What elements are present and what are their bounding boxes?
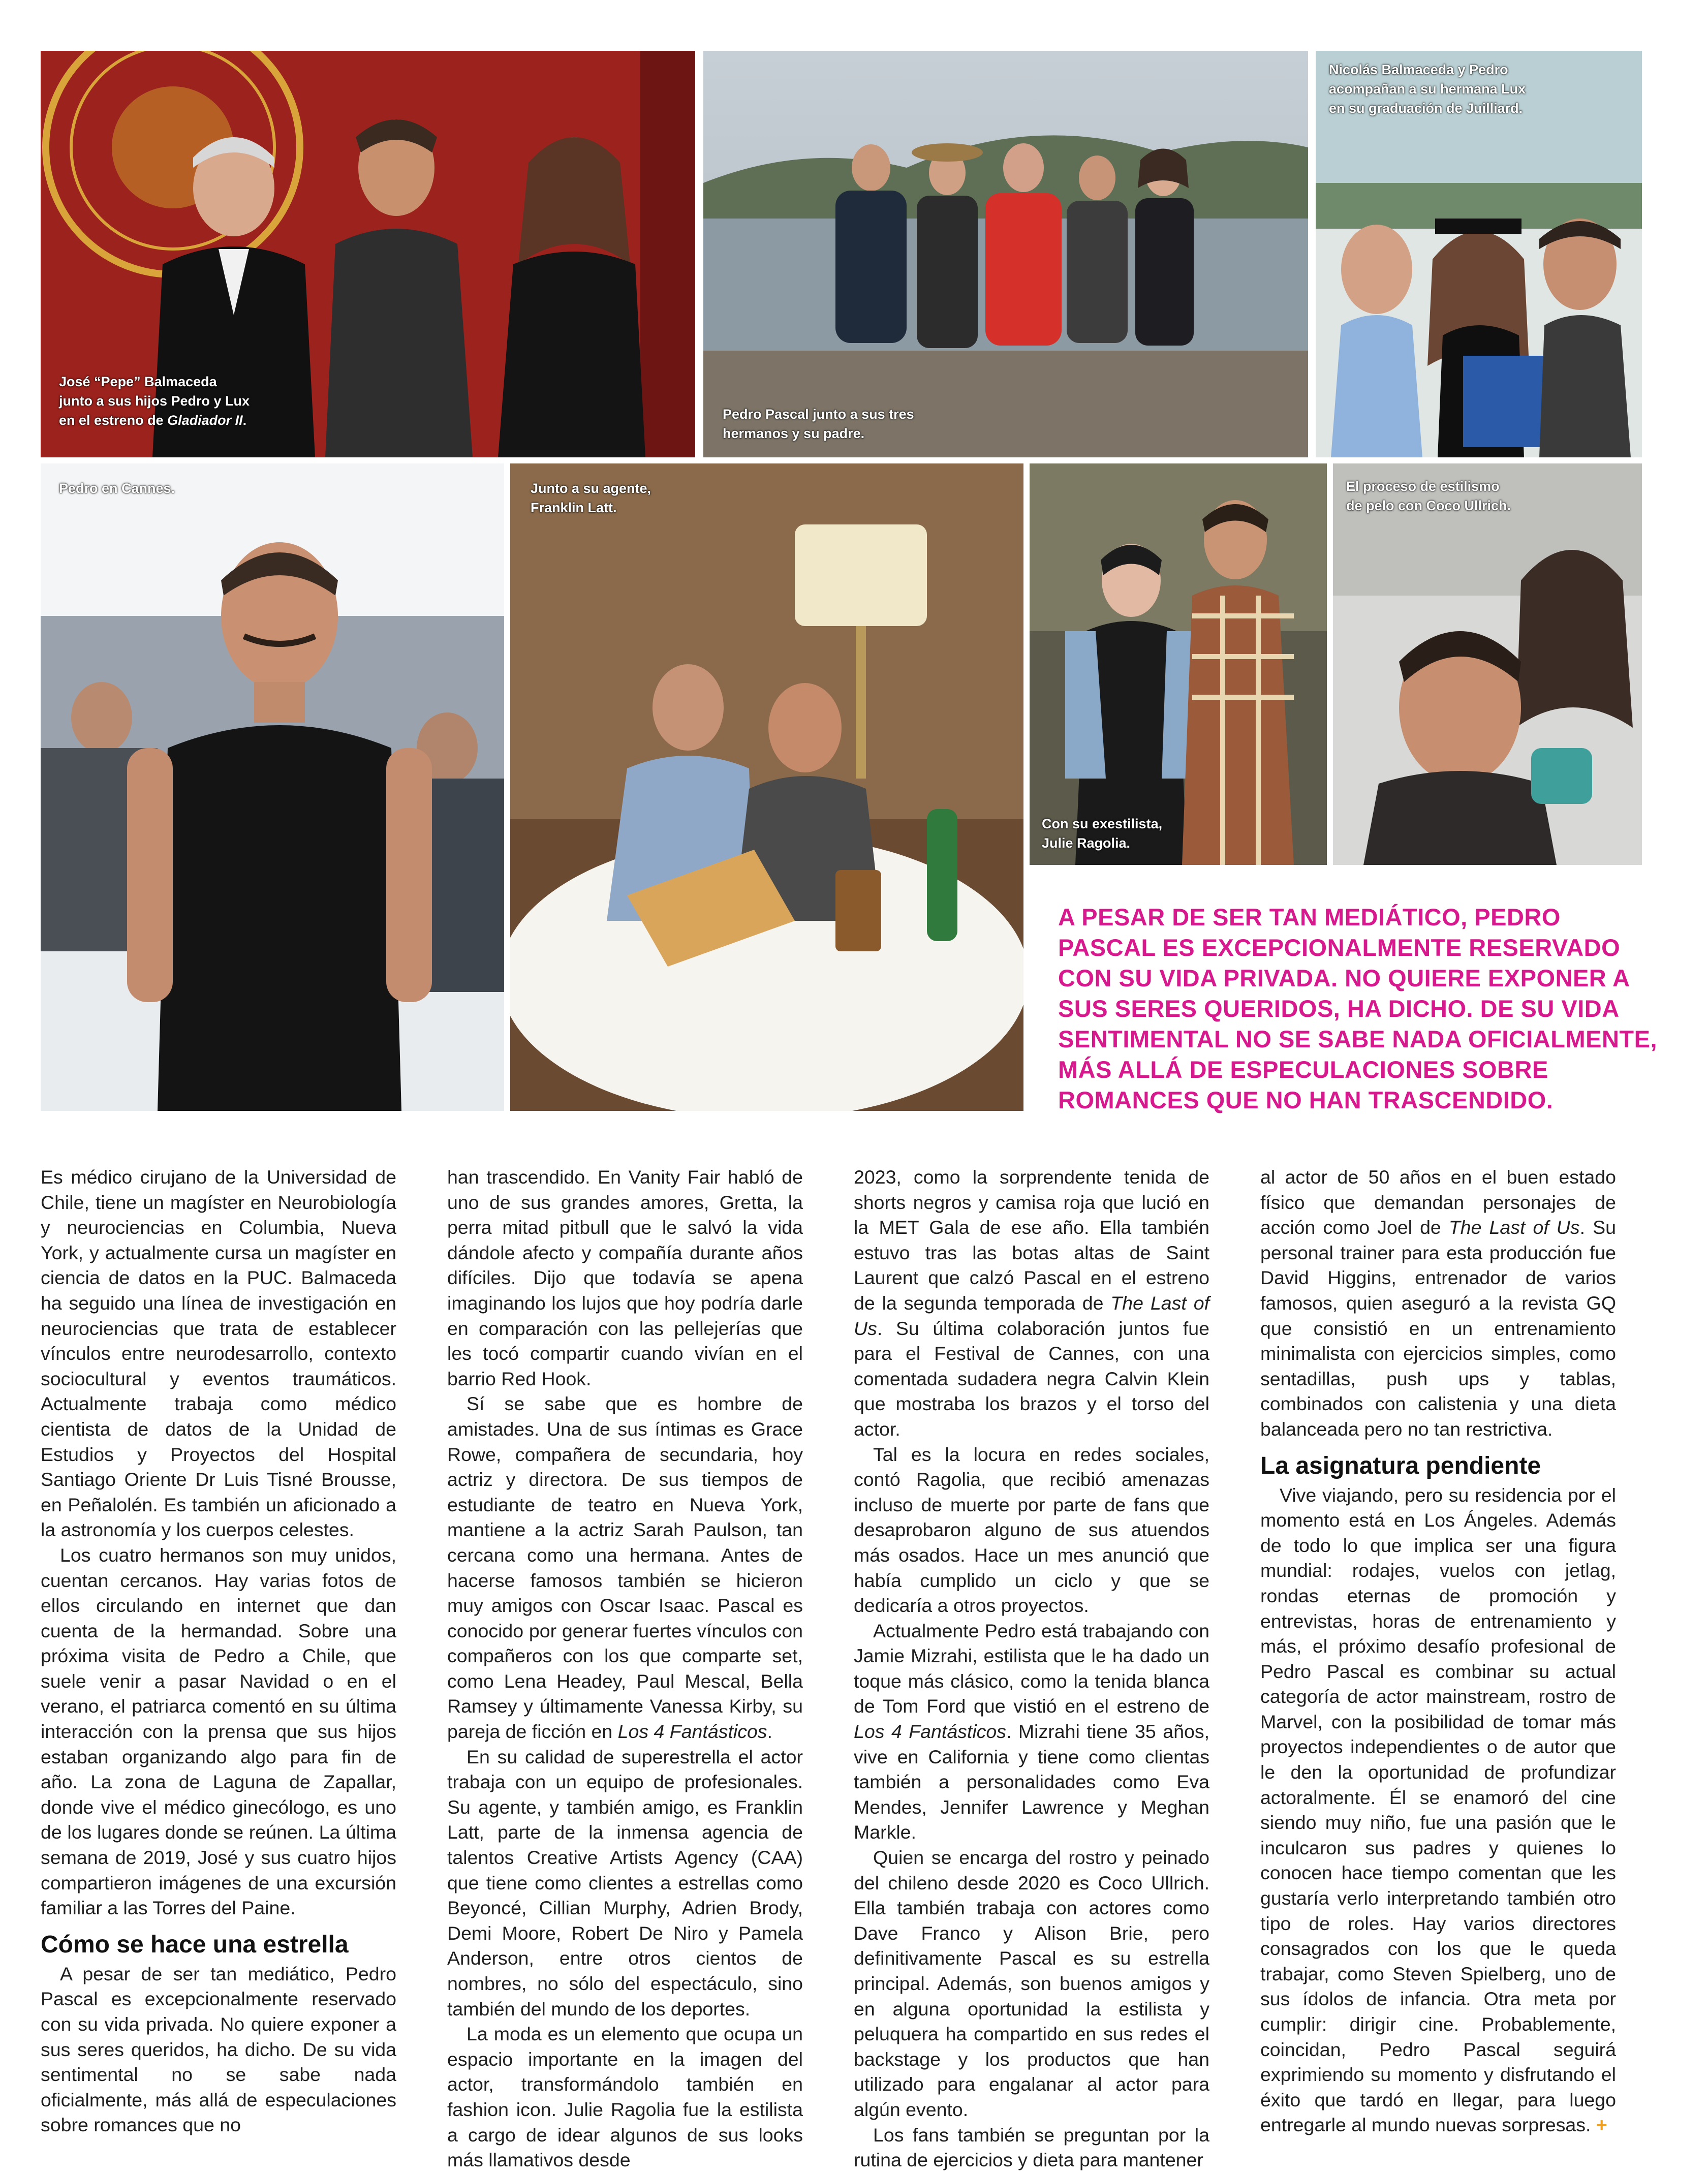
caption-line: hermanos y su padre. bbox=[723, 426, 865, 441]
photo-ex-stylist bbox=[1030, 463, 1327, 865]
caption-juilliard-graduation bbox=[1329, 60, 1526, 118]
film-title: Los 4 Fantásticos bbox=[617, 1721, 767, 1743]
article-paragraph bbox=[854, 1165, 1209, 1442]
article-paragraph bbox=[1260, 1165, 1616, 1442]
caption-line: acompañan a su hermana Lux bbox=[1329, 81, 1526, 97]
article-paragraph: Los cuatro hermanos son muy unidos, cuentan cercanos. Hay varias fotos de ellos circulando en internet que dan cuenta de la hermandad. Sobre una próxima visita de Pedro a Chile, que suele venir a pasar Navidad o en el verano, el patriarca comentó en su última interacción con la prensa que sus hijos estaban organizando algo para fin de año. La zona de Laguna de Zapallar, donde vive el médico ginecólogo, es uno de los lugares donde se reúnen. La última semana de 2019, José y sus cuatro hijos compartieron imágenes de una excursión familiar a las Torres del Paine. bbox=[41, 1544, 396, 1919]
article-paragraph bbox=[1260, 1483, 1616, 2138]
section-heading: La asignatura pendiente bbox=[1260, 1452, 1541, 1479]
article-paragraph: Quien se encarga del rostro y peinado del chileno desde 2020 es Coco Ullrich. Ella también trabaja con actores como Dave Franco y Alison Brie, pero definitivamente Pascal es su estrella principal. Además, son buenos amigos y en alguna oportunidad la estilista y peluquera ha compartido en sus redes el backstage y los productos que han utilizado para engalanar al actor para algún evento. bbox=[854, 1847, 1209, 2120]
article-column-2 bbox=[447, 1165, 803, 2173]
caption-gladiator-premiere bbox=[59, 372, 250, 430]
photo-juilliard-graduation bbox=[1316, 51, 1642, 457]
section-heading: Cómo se hace una estrella bbox=[41, 1931, 349, 1958]
article-text: . Su última colaboración juntos fue para el Festival de Cannes, con una comentada sudadera negra Calvin Klein que mostraba los brazos y el torso del actor. bbox=[854, 1317, 1209, 1440]
photo-ex-stylist-image bbox=[1030, 463, 1327, 865]
photo-cannes-image bbox=[41, 463, 504, 1111]
article-paragraph bbox=[854, 1619, 1209, 1845]
article-paragraph: Es médico cirujano de la Universidad de Chile, tiene un magíster en Neurobiología y neurociencias en Columbia, Nueva York, y actualmente cursa un magíster en ciencia de datos en la PUC. Balmaceda ha seguido una línea de investigación en neurociencias que trata de establecer vínculos entre neurodesarrollo, contexto sociocultural y eventos traumáticos. Actualmente trabaja como médico cientista de datos de la Unidad de Estudios y Proyectos del Hospital Santiago Oriente Dr Luis Tisné Brousse, en Peñalolén. Es también un aficionado a la astronomía y los cuerpos celestes. bbox=[41, 1166, 396, 1541]
article-text: 2023, como la sorprendente tenida de shorts negros y camisa roja que lució en la MET Gala de ese año. Ella también estuvo tras las botas altas de Saint Laurent que calzó Pascal en el estreno de la segunda temporada de bbox=[854, 1166, 1209, 1314]
article-paragraph: A pesar de ser tan mediático, Pedro Pascal es excepcionalmente reservado con su vida privada. No quiere exponer a sus seres queridos, ha dicho. De su vida sentimental no se sabe nada oficialmente, más allá de especulaciones sobre romances que no bbox=[41, 1963, 396, 2136]
caption-line bbox=[59, 411, 250, 430]
film-title: Los 4 Fantásticos bbox=[854, 1721, 1007, 1743]
caption-text: . bbox=[242, 413, 247, 428]
caption-text: en el estreno de bbox=[59, 413, 168, 428]
caption-line: Junto a su agente, bbox=[531, 481, 651, 496]
article-column-4 bbox=[1260, 1165, 1616, 2138]
article-text: . Mizrahi tiene 35 años, vive en California y tiene como clientas también a personalidades como Eva Mendes, Jennifer Lawrence y Meghan Markle. bbox=[854, 1721, 1209, 1843]
article-column-3 bbox=[854, 1165, 1209, 2173]
caption-line: Pedro en Cannes. bbox=[59, 481, 175, 496]
article-text: . bbox=[767, 1721, 772, 1743]
caption-line: Con su exestilista, bbox=[1042, 816, 1163, 831]
caption-line: de pelo con Coco Ullrich. bbox=[1346, 498, 1511, 513]
photo-agent-dinner bbox=[510, 463, 1023, 1111]
caption-line: José “Pepe” Balmaceda bbox=[59, 374, 217, 389]
caption-film-title: Gladiador II bbox=[167, 413, 243, 428]
article-paragraph: Tal es la locura en redes sociales, contó Ragolia, que recibió amenazas incluso de muerte por parte de fans que desaprobaron alguno de sus atuendos más osados. Hace un mes anunció que había cumplido un ciclo y que se dedicaría a otros proyectos. bbox=[854, 1443, 1209, 1617]
caption-agent-dinner bbox=[531, 479, 651, 517]
photo-agent-dinner-image bbox=[510, 463, 1023, 1111]
caption-cannes bbox=[59, 479, 175, 498]
photo-gladiator-premiere bbox=[41, 51, 695, 457]
photo-hair-styling bbox=[1333, 463, 1642, 865]
caption-ex-stylist bbox=[1042, 814, 1162, 853]
caption-line: Pedro Pascal junto a sus tres bbox=[723, 407, 914, 422]
caption-line: en su graduación de Juilliard. bbox=[1329, 101, 1523, 116]
photo-cannes bbox=[41, 463, 504, 1111]
film-title: The Last of Us bbox=[854, 1292, 1209, 1339]
photo-brothers-lake bbox=[703, 51, 1308, 457]
film-title: The Last of Us bbox=[1448, 1217, 1580, 1238]
article-paragraph: En su calidad de superestrella el actor trabaja con un equipo de profesionales. Su agente, y también amigo, es Franklin Latt, parte de la inmensa agencia de talentos Creative Artists Agency (CAA) que tiene como clientes a estrellas como Beyoncé, Cillian Murphy, Adrien Brody, Demi Moore, Robert De Niro y Pamela Anderson, entre otros cientos de nombres, no sólo del espectáculo, sino también del mundo de los deportes. bbox=[447, 1746, 803, 2020]
article-column-1 bbox=[41, 1165, 396, 2138]
end-mark-icon: + bbox=[1596, 2114, 1607, 2136]
article-text: al actor de 50 años en el buen estado físico que demandan personajes de acción como Joel de bbox=[1260, 1166, 1616, 1238]
caption-brothers-lake bbox=[723, 405, 914, 443]
article-text: Actualmente Pedro está trabajando con Jamie Mizrahi, estilista que le ha dado un toque más clásico, como la tenida blanca de Tom Ford que vistió en el estreno de bbox=[854, 1620, 1209, 1717]
article-text: . Su personal trainer para esta producción fue David Higgins, entrenador de varios famosos, quien aseguró a la revista GQ que consistió en un entrenamiento minimalista con ejercicios simples, como sentadillas, push ups y tablas, combinados con calistenia y una dieta balanceada pero no tan restrictiva. bbox=[1260, 1217, 1616, 1440]
article-paragraph: han trascendido. En Vanity Fair habló de uno de sus grandes amores, Gretta, la perra mitad pitbull que le salvó la vida dándole afecto y compañía durante años difíciles. Dijo que todavía se apena imaginando los lujos que hoy podría darle en comparación con las pellejerías que les tocó compartir cuando vivían en el barrio Red Hook. bbox=[447, 1166, 803, 1389]
caption-line: Julie Ragolia. bbox=[1042, 835, 1131, 851]
caption-line: Nicolás Balmaceda y Pedro bbox=[1329, 62, 1508, 77]
caption-hair-styling bbox=[1346, 477, 1511, 515]
photo-hair-styling-image bbox=[1333, 463, 1642, 865]
article-paragraph bbox=[447, 1391, 803, 1744]
photo-brothers-lake-image bbox=[703, 51, 1308, 457]
caption-line: El proceso de estilismo bbox=[1346, 479, 1500, 494]
article-paragraph: La moda es un elemento que ocupa un espacio importante en la imagen del actor, transformándolo también en fashion icon. Julie Ragolia fue la estilista a cargo de idear algunos de sus looks más llamativos desde bbox=[447, 2023, 803, 2171]
article-paragraph: Los fans también se preguntan por la rutina de ejercicios y dieta para mantener bbox=[854, 2124, 1209, 2171]
article-text: Sí se sabe que es hombre de amistades. Una de sus íntimas es Grace Rowe, compañera de secundaria, hoy actriz y directora. De sus tiempos de estudiante de teatro en Nueva York, mantiene a la actriz Sarah Paulson, tan cercana como una hermana. Antes de hacerse famosos también se hicieron muy amigos con Oscar Isaac. Pascal es conocido por generar fuertes vínculos con compañeros con los que comparte set, como Lena Headey, Paul Mescal, Bella Ramsey y últimamente Vanessa Kirby, su pareja de ficción en bbox=[447, 1393, 803, 1743]
pull-quote: A PESAR DE SER TAN MEDIÁTICO, PEDRO PASCAL ES EXCEPCIONALMENTE RESERVADO CON SU VIDA PRIVADA. NO QUIERE EXPONER A SUS SERES QUERIDOS, HA DICHO. DE SU VIDA SENTIMENTAL NO SE SABE NADA OFICIALMENTE, MÁS ALLÁ DE ESPECULACIONES SOBRE ROMANCES QUE NO HAN TRASCENDIDO. bbox=[1058, 904, 1657, 1113]
article-text: Vive viajando, pero su residencia por el momento está en Los Ángeles. Además de todo lo que implica ser una figura mundial: rodajes, vuelos con jetlag, rondas eternas de promoción y entrevistas, horas de entrenamiento y más, el próximo desafío profesional de Pedro Pascal es combinar su actual categoría de actor mainstream, rostro de Marvel, con la posibilidad de tomar más proyectos independientes o de autor que le den la oportunidad de profundizar actoralmente. Él se enamoró del cine siendo muy niño, fue una pasión que le inculcaron sus padres y quienes lo conocen hace tiempo comentan que les gustaría verlo interpretando también otro tipo de roles. Hay varios directores consagrados con los que le queda trabajar, como Steven Spielberg, uno de sus ídolos de infancia. Otra meta por cumplir: dirigir cine. Probablemente, coincidan, Pedro Pascal seguirá exprimiendo su momento y disfrutando el éxito que tardó en llegar, para luego entregarle al mundo nuevas sorpresas. bbox=[1260, 1484, 1616, 2136]
caption-line: Franklin Latt. bbox=[531, 500, 617, 515]
caption-line: junto a sus hijos Pedro y Lux bbox=[59, 393, 250, 409]
